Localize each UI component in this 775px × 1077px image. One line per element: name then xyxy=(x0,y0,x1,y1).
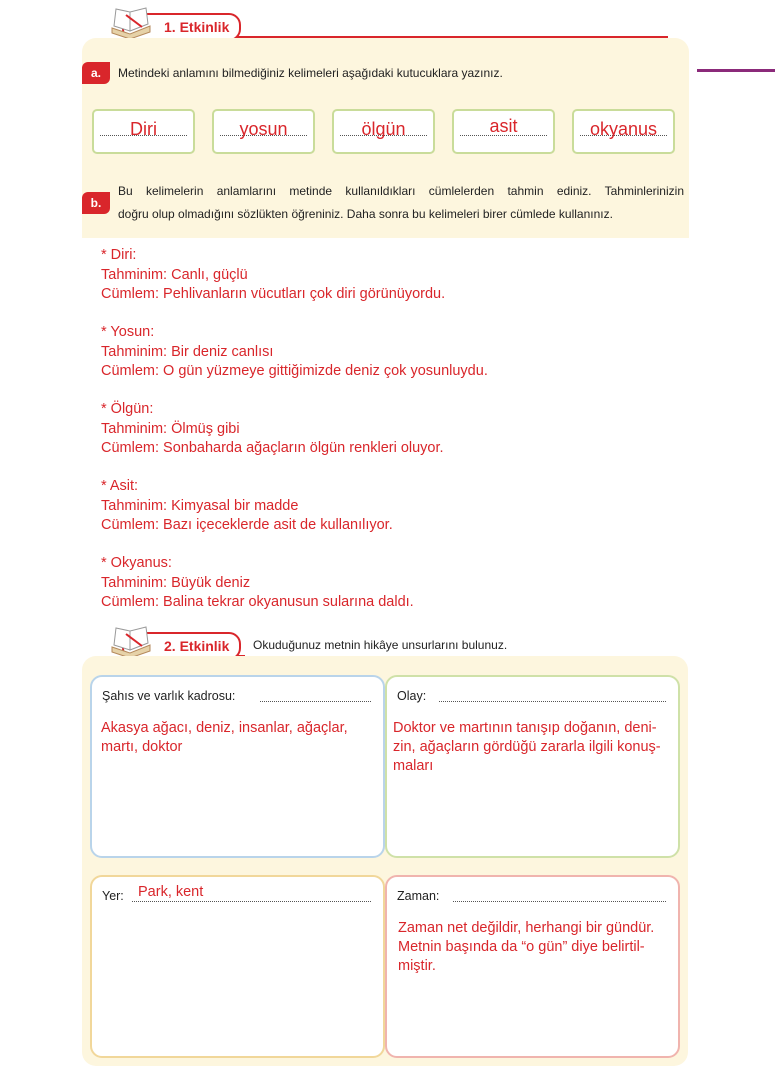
part-b-instruction-line1: Bu kelimelerin anlamlarını metinde kullanıldıkları cümlelerden tahmin ediniz. Tahminlerinizin xyxy=(118,184,684,198)
characters-label: Şahıs ve varlık kadrosu: xyxy=(102,689,236,703)
answer-guess: Tahminim: Kimyasal bir madde xyxy=(101,497,299,514)
place-value: Park, kent xyxy=(138,884,204,900)
answer-guess: Tahminim: Büyük deniz xyxy=(101,574,251,591)
answer-sentence: Cümlem: Sonbaharda ağaçların ölgün renkleri oluyor. xyxy=(101,440,444,456)
time-line3: miştir. xyxy=(398,958,436,974)
place-card xyxy=(90,875,385,1058)
book-icon xyxy=(108,625,154,659)
word-2: yosun xyxy=(239,119,288,139)
word-1: Diri xyxy=(130,119,157,139)
time-card xyxy=(385,875,680,1058)
part-a-instruction: Metindeki anlamını bilmediğiniz kelimeleri aşağıdaki kutucuklara yazınız. xyxy=(118,66,503,80)
answer-sentence: Cümlem: Pehlivanların vücutları çok diri görünüyordu. xyxy=(101,286,446,302)
time-line1: Zaman net değildir, herhangi bir gündür. xyxy=(398,920,655,936)
answer-guess: Tahminim: Canlı, güçlü xyxy=(101,266,248,283)
part-b-badge: b. xyxy=(82,192,110,214)
answer-asit xyxy=(101,477,393,536)
event-line2: zin, ağaçların gördüğü zararla ilgili konuş- xyxy=(393,739,661,755)
activity1-title: 1. Etkinlik xyxy=(122,13,241,41)
word-box-2 xyxy=(212,109,315,154)
word-box-1 xyxy=(92,109,195,154)
time-label: Zaman: xyxy=(397,889,440,903)
event-line3: maları xyxy=(393,758,434,774)
word-box-4 xyxy=(452,109,555,154)
answer-yosun xyxy=(101,323,488,382)
answer-sentence: Cümlem: Balina tekrar okyanusun sularına daldı. xyxy=(101,594,414,610)
word-3: ölgün xyxy=(361,119,406,139)
place-label: Yer: xyxy=(102,889,124,903)
answer-word: * Asit: xyxy=(101,478,139,494)
characters-line1: Akasya ağacı, deniz, insanlar, ağaçlar, xyxy=(101,720,348,736)
answer-guess: Tahminim: Bir deniz canlısı xyxy=(101,343,274,360)
answer-olgun xyxy=(101,400,444,459)
event-label: Olay: xyxy=(397,689,427,703)
answer-okyanus xyxy=(101,554,414,613)
answer-sentence: Cümlem: Bazı içeceklerde asit de kullanılıyor. xyxy=(101,517,393,533)
activity2-title: 2. Etkinlik xyxy=(122,632,241,660)
answer-word: * Diri: xyxy=(101,247,137,263)
characters-line2: martı, doktor xyxy=(101,739,183,755)
word-5: okyanus xyxy=(589,119,658,139)
part-a-badge: a. xyxy=(82,62,110,84)
answer-word: * Ölgün: xyxy=(101,401,154,417)
answer-guess: Tahminim: Ölmüş gibi xyxy=(101,420,240,437)
time-line2: Metnin başında da “o gün” diye belirtil- xyxy=(398,939,645,955)
activity2-instruction: Okuduğunuz metnin hikâye unsurlarını bulunuz. xyxy=(253,638,508,652)
purple-rule xyxy=(697,69,775,72)
part-b-instruction-line2: doğru olup olmadığını sözlükten öğreniniz. Daha sonra bu kelimeleri birer cümlede kullanınız. xyxy=(118,207,613,221)
event-card xyxy=(385,675,680,858)
answer-sentence: Cümlem: O gün yüzmeye gittiğimizde deniz çok yosunluydu. xyxy=(101,363,488,379)
characters-card xyxy=(90,675,385,858)
answer-diri xyxy=(101,246,445,305)
answer-word: * Okyanus: xyxy=(101,555,172,571)
word-4: asit xyxy=(489,116,518,136)
book-icon xyxy=(108,6,154,40)
answer-word: * Yosun: xyxy=(101,324,155,340)
word-box-3 xyxy=(332,109,435,154)
event-line1: Doktor ve martının tanışıp doğanın, deni- xyxy=(393,720,657,736)
word-box-5 xyxy=(572,109,675,154)
